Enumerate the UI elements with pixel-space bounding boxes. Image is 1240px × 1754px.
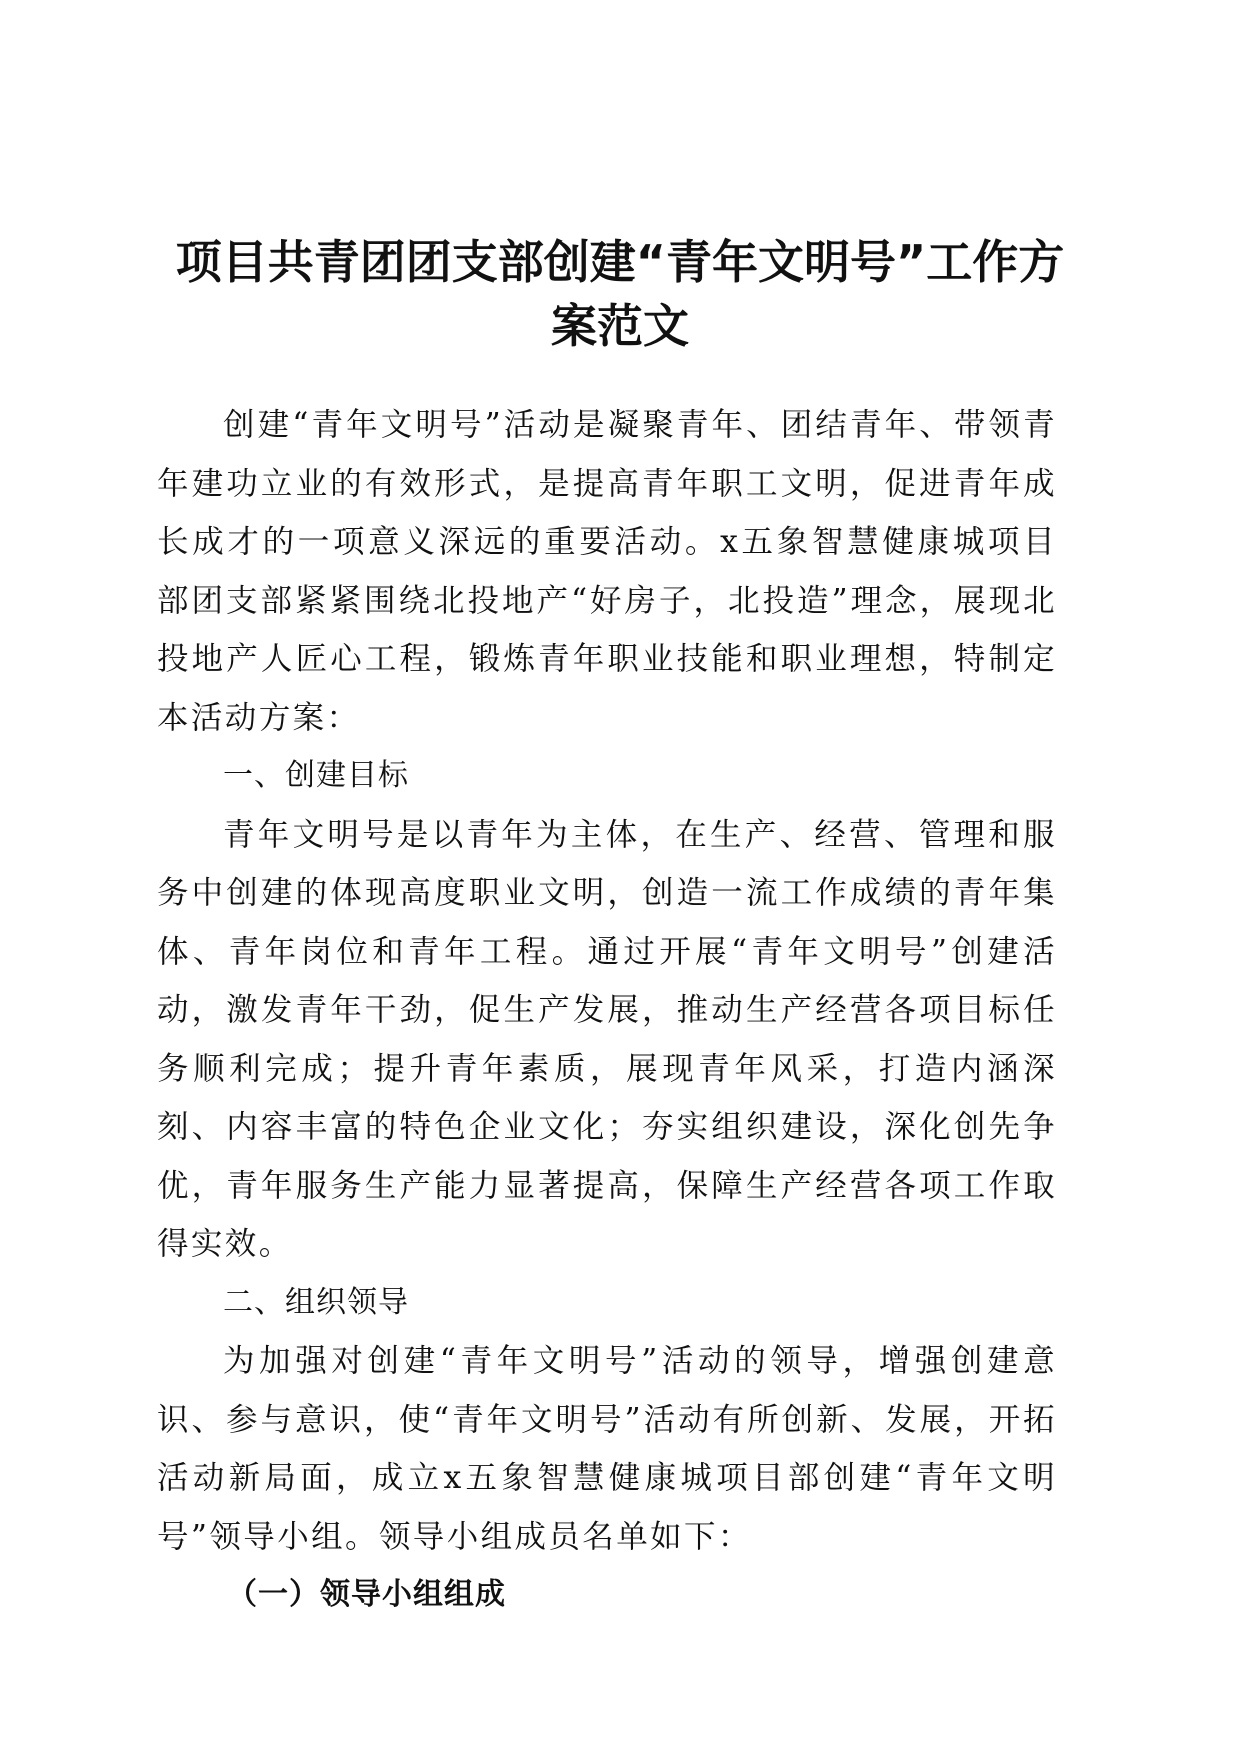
document-title [140, 230, 1100, 358]
goals-paragraph: 青年文明号是以青年为主体，在生产、经营、管理和服务中创建的体现高度职业文明，创造一流工作成绩的青年集体、青年岗位和青年工程。通过开展“青年文明号”创建活动，激发青年干劲，促生产发展，推动生产经营各项目标任务顺利完成；提升青年素质，展现青年风采，打造内涵深刻、内容丰富的特色企业文化；夯实组织建设，深化创先争优，青年服务生产能力显著提高，保障生产经营各项工作取得实效。 [157, 816, 1057, 1262]
section-heading-leadership: 二、组织领导 [223, 1284, 409, 1320]
document-body [157, 396, 1057, 1625]
title-line-1: 项目共青团团支部创建“青年文明号”工作方 [175, 235, 1065, 289]
section-heading-goals: 一、创建目标 [223, 758, 409, 793]
leadership-paragraph: 为加强对创建“青年文明号”活动的领导，增强创建意识、参与意识，使“青年文明号”活动有所创新、发展，开拓活动新局面，成立x五象智慧健康城项目部创建“青年文明号”领导小组。领导小组成员名单如下： [157, 1343, 1057, 1555]
title-line-2: 案范文 [551, 299, 689, 353]
subsection-heading-group: （一）领导小组组成 [227, 1577, 506, 1612]
intro-paragraph: 创建“青年文明号”活动是凝聚青年、团结青年、带领青年建功立业的有效形式，是提高青年职工文明，促进青年成长成才的一项意义深远的重要活动。x五象智慧健康城项目部团支部紧紧围绕北投地产“好房子，北投造”理念，展现北投地产人匠心工程，锻炼青年职业技能和职业理想，特制定本活动方案： [157, 407, 1057, 736]
